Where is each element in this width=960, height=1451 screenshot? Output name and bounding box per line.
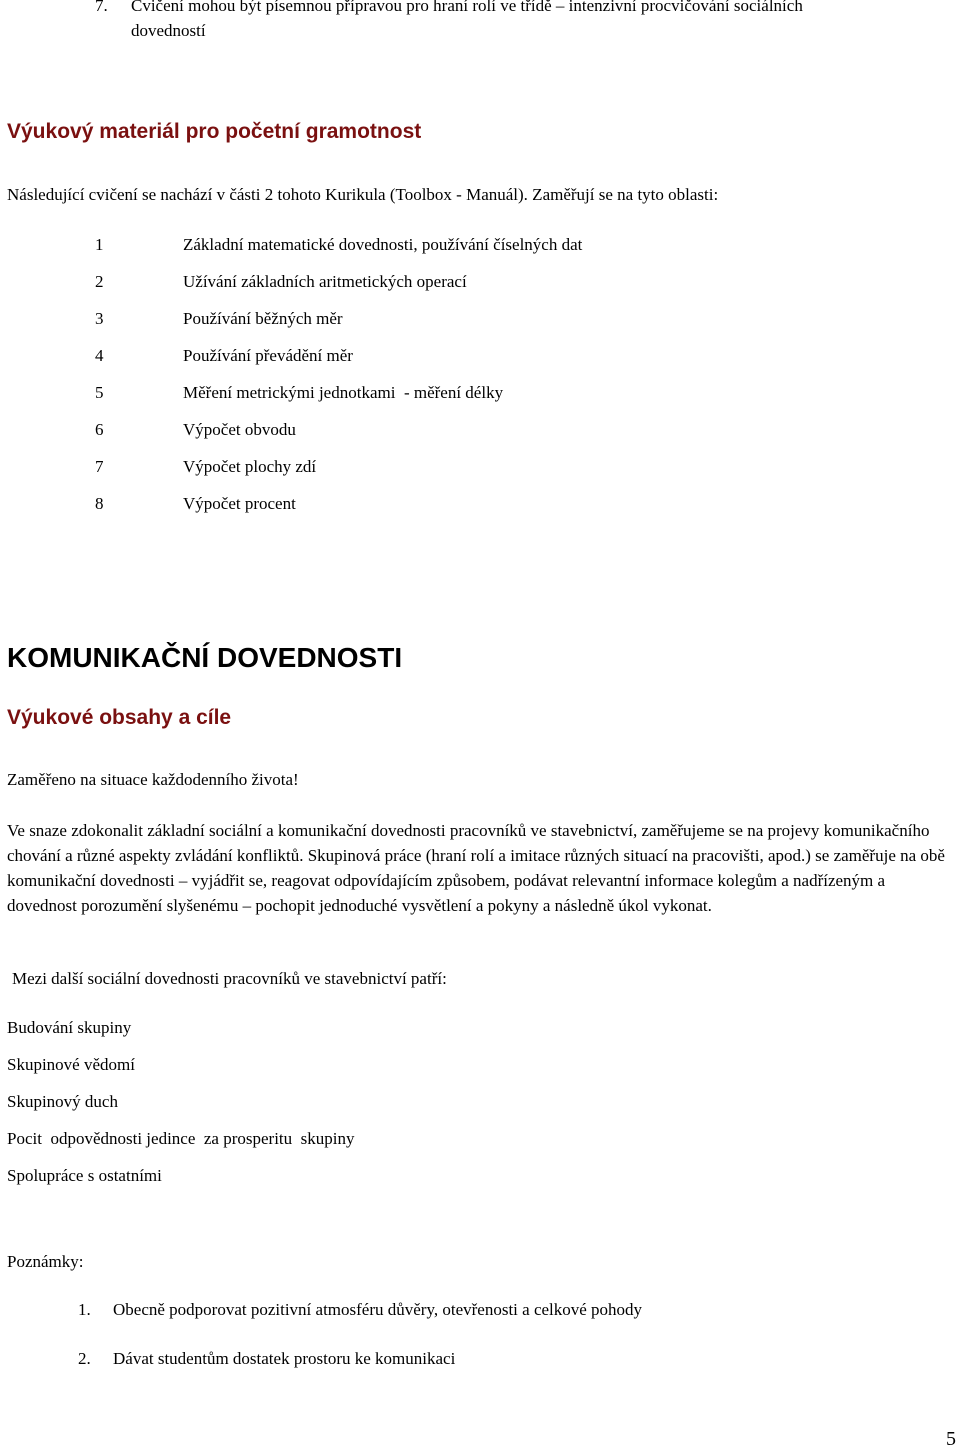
notes-label: Poznámky:: [7, 1252, 84, 1271]
social-skills-intro: Mezi další sociální dovednosti pracovníků ve stavebnictví patří:: [12, 969, 447, 988]
area-text: Užívání základních aritmetických operací: [183, 272, 467, 291]
numeracy-heading: Výukový materiál pro početní gramotnost: [7, 120, 422, 143]
area-text: Základní matematické dovednosti, používání číselných dat: [183, 235, 583, 254]
area-number: 1: [95, 235, 104, 254]
note-number: 2.: [78, 1349, 91, 1368]
communication-subheading: Výukové obsahy a cíle: [7, 706, 232, 729]
area-text: Výpočet plochy zdí: [183, 457, 317, 476]
list-item-text: Cvičení mohou být písemnou přípravou pro hraní rolí ve třídě – intenzivní procvičování sociálních: [131, 0, 803, 15]
area-number: 4: [95, 346, 104, 365]
list-item: Pocit odpovědnosti jedince za prosperitu skupiny: [7, 1129, 355, 1148]
numeracy-intro: Následující cvičení se nachází v části 2 tohoto Kurikula (Toolbox - Manuál). Zaměřují se na tyto oblasti:: [7, 185, 719, 204]
area-number: 5: [95, 383, 104, 402]
list-item-text-continued: dovedností: [131, 21, 206, 40]
area-number: 8: [95, 494, 104, 513]
list-item: Spolupráce s ostatními: [7, 1166, 162, 1185]
page-number: 5: [946, 1428, 956, 1450]
list-item: Skupinové vědomí: [7, 1055, 135, 1074]
list-item-number: 7.: [95, 0, 108, 15]
area-number: 6: [95, 420, 104, 439]
list-item: Budování skupiny: [7, 1018, 132, 1037]
area-text: Měření metrickými jednotkami - měření délky: [183, 383, 504, 402]
note-text: Obecně podporovat pozitivní atmosféru důvěry, otevřenosti a celkové pohody: [113, 1300, 643, 1319]
area-number: 2: [95, 272, 104, 291]
area-text: Výpočet obvodu: [183, 420, 296, 439]
list-item: Skupinový duch: [7, 1092, 118, 1111]
communication-paragraph: Ve snaze zdokonalit základní sociální a komunikační dovednosti pracovníků ve stavebnictví, zaměřujeme se na projevy komunikačního chování a různé aspekty zvládání konfliktů. Skupinová práce (hraní rolí a imitace různých situací na pracovišti, apod.) se zaměřuje na obě komunikační dovednosti – vyjádřit se, reagovat odpovídajícím způsobem, podávat relevantní informace kolegům a nadřízeným a dovednost porozumění slyšenému – pochopit jednoduché vysvětlení a pokyny a následně úkol vykonat.: [7, 821, 945, 915]
note-text: Dávat studentům dostatek prostoru ke komunikaci: [113, 1349, 456, 1368]
communication-heading: KOMUNIKAČNÍ DOVEDNOSTI: [7, 642, 403, 673]
area-number: 7: [95, 457, 104, 476]
area-text: Používání běžných měr: [183, 309, 343, 328]
area-number: 3: [95, 309, 104, 328]
focus-statement: Zaměřeno na situace každodenního života!: [7, 770, 299, 789]
note-number: 1.: [78, 1300, 91, 1319]
area-text: Používání převádění měr: [183, 346, 353, 365]
area-text: Výpočet procent: [183, 494, 296, 513]
